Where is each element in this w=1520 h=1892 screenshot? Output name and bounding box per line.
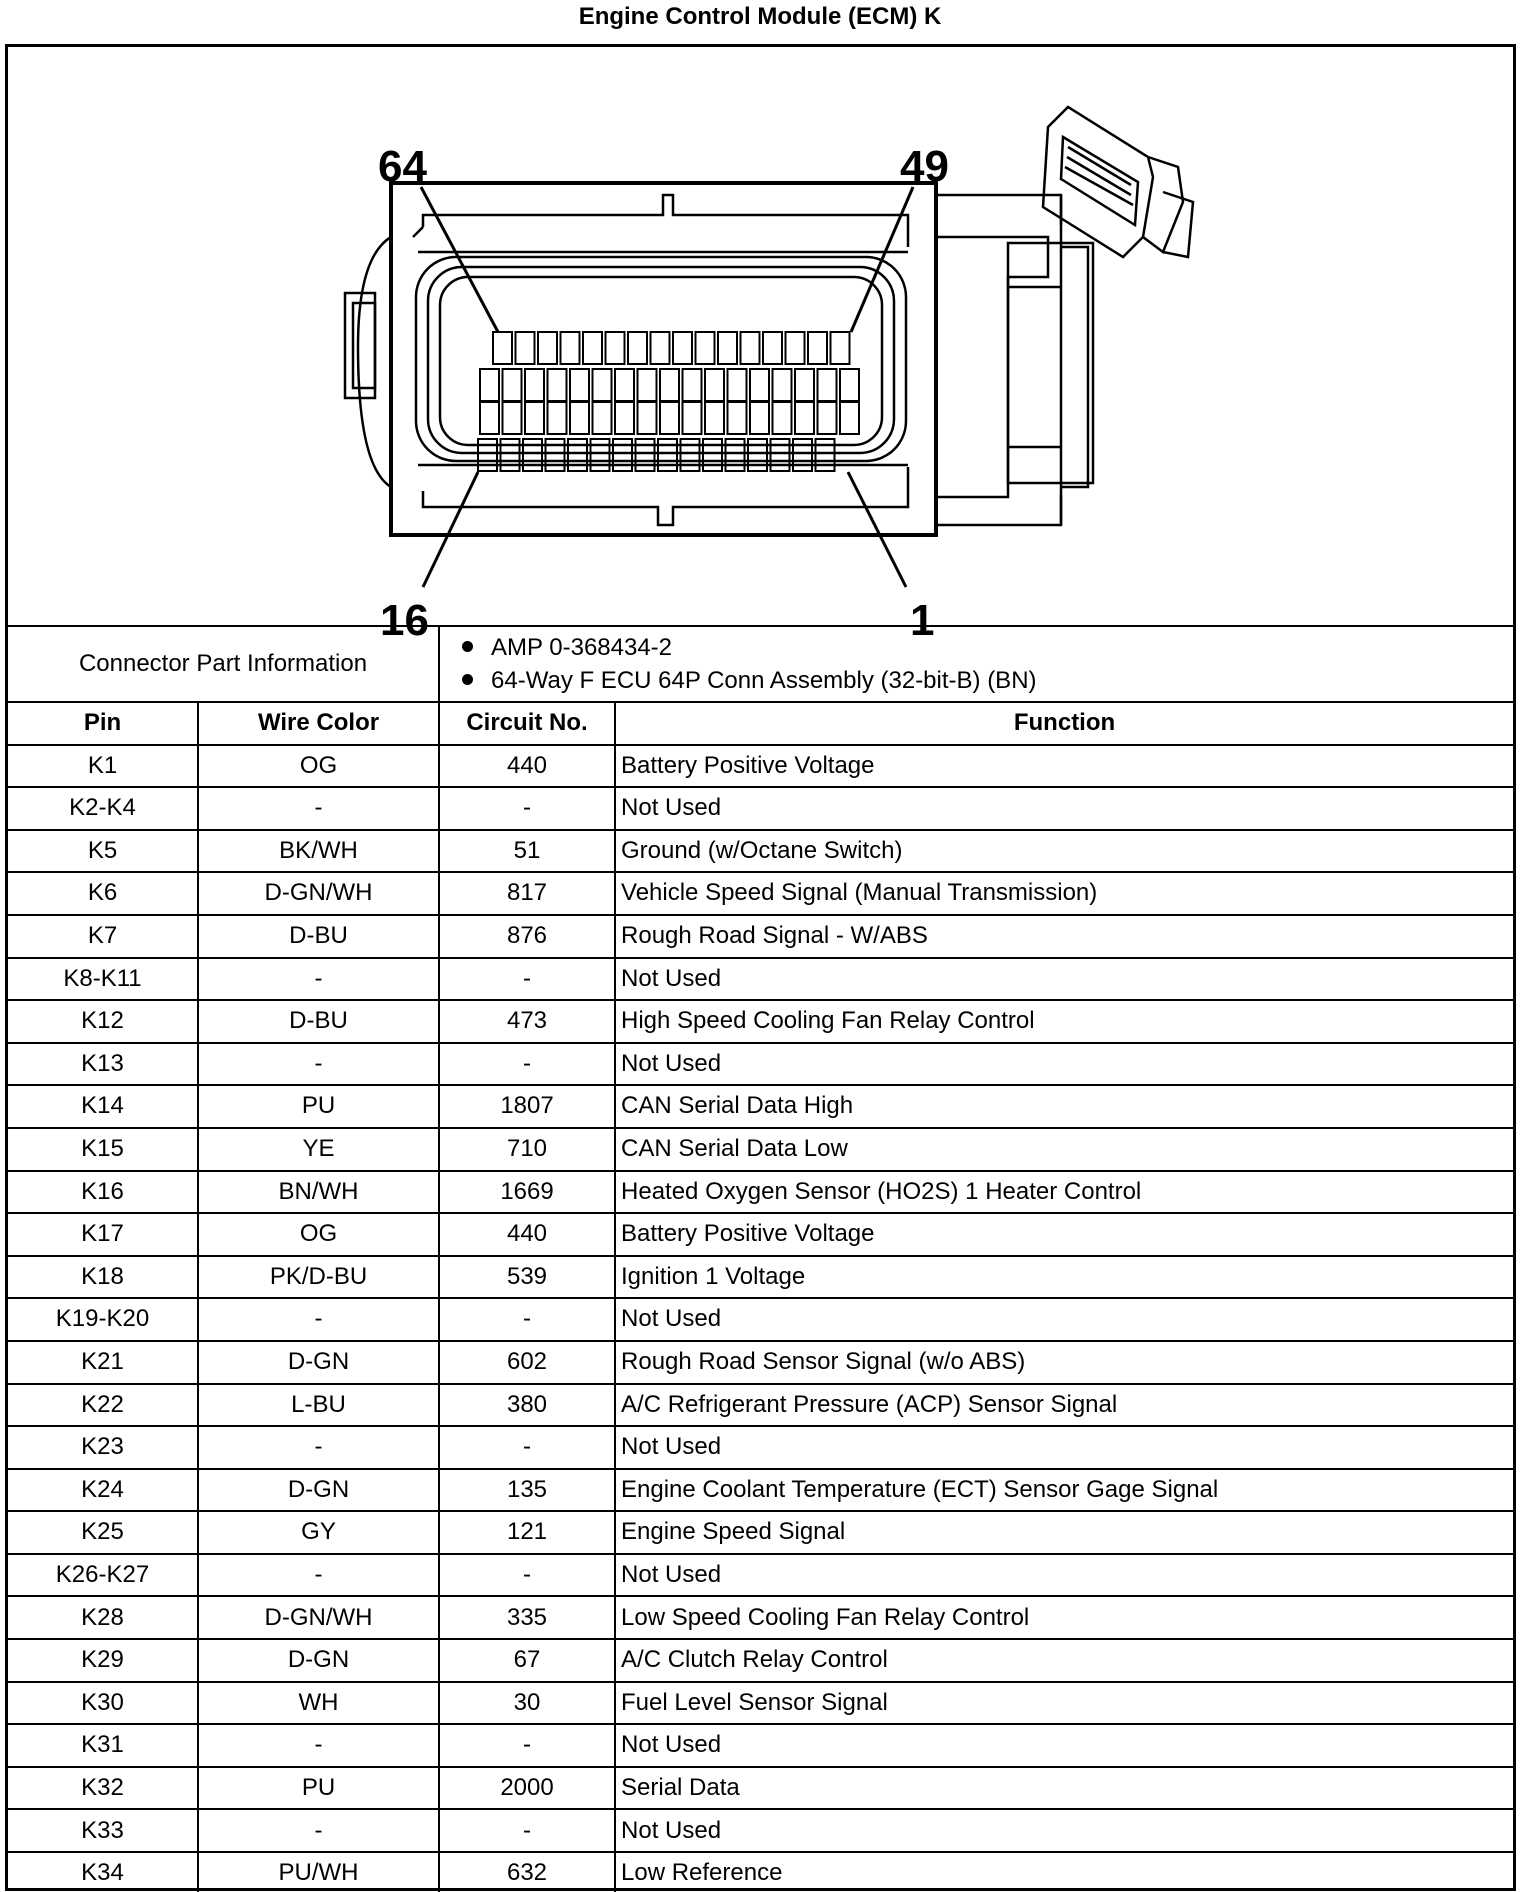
pin-cavity bbox=[728, 402, 747, 434]
cell-wire-color: L-BU bbox=[198, 1384, 439, 1427]
cell-circuit: 473 bbox=[439, 1000, 615, 1043]
cell-function: Low Speed Cooling Fan Relay Control bbox=[615, 1596, 1513, 1639]
table-row bbox=[8, 1000, 1513, 1043]
pin-cavity bbox=[493, 332, 512, 364]
pin-cavity bbox=[750, 402, 769, 434]
cell-function: Not Used bbox=[615, 958, 1513, 1001]
cell-function: Not Used bbox=[615, 787, 1513, 830]
cell-wire-color: GY bbox=[198, 1511, 439, 1554]
table-row bbox=[8, 1596, 1513, 1639]
table-row bbox=[8, 958, 1513, 1001]
pin-cavity bbox=[683, 402, 702, 434]
pin-cavity bbox=[606, 332, 625, 364]
cell-function: Battery Positive Voltage bbox=[615, 1213, 1513, 1256]
header-circuit-no: Circuit No. bbox=[439, 702, 615, 745]
cell-pin: K21 bbox=[8, 1341, 198, 1384]
cell-function: Not Used bbox=[615, 1043, 1513, 1086]
pin-cavity bbox=[773, 369, 792, 401]
cell-wire-color: D-GN/WH bbox=[198, 1596, 439, 1639]
cell-circuit: 335 bbox=[439, 1596, 615, 1639]
pin-cavity bbox=[808, 332, 827, 364]
cell-wire-color: WH bbox=[198, 1682, 439, 1725]
cell-function: Ignition 1 Voltage bbox=[615, 1256, 1513, 1299]
cell-function: Not Used bbox=[615, 1426, 1513, 1469]
cell-pin: K17 bbox=[8, 1213, 198, 1256]
cell-function: A/C Refrigerant Pressure (ACP) Sensor Signal bbox=[615, 1384, 1513, 1427]
cell-circuit: 51 bbox=[439, 830, 615, 873]
pin-cavity bbox=[763, 332, 782, 364]
cell-function: Not Used bbox=[615, 1298, 1513, 1341]
cell-wire-color: BK/WH bbox=[198, 830, 439, 873]
cell-function: Serial Data bbox=[615, 1767, 1513, 1810]
cell-function: Ground (w/Octane Switch) bbox=[615, 830, 1513, 873]
table-row bbox=[8, 872, 1513, 915]
cell-circuit: 440 bbox=[439, 1213, 615, 1256]
cell-wire-color: - bbox=[198, 1554, 439, 1597]
cell-circuit: - bbox=[439, 1724, 615, 1767]
cell-pin: K26-K27 bbox=[8, 1554, 198, 1597]
cell-circuit: 1807 bbox=[439, 1085, 615, 1128]
pin-cavity bbox=[660, 369, 679, 401]
cell-circuit: 632 bbox=[439, 1852, 615, 1892]
cell-function: CAN Serial Data Low bbox=[615, 1128, 1513, 1171]
cell-function: CAN Serial Data High bbox=[615, 1085, 1513, 1128]
cell-function: Engine Coolant Temperature (ECT) Sensor Gage Signal bbox=[615, 1469, 1513, 1512]
cell-pin: K23 bbox=[8, 1426, 198, 1469]
cell-pin: K28 bbox=[8, 1596, 198, 1639]
cell-pin: K29 bbox=[8, 1639, 198, 1682]
cell-pin: K32 bbox=[8, 1767, 198, 1810]
cell-circuit: 121 bbox=[439, 1511, 615, 1554]
cell-wire-color: D-GN bbox=[198, 1639, 439, 1682]
cell-function: Fuel Level Sensor Signal bbox=[615, 1682, 1513, 1725]
cell-function: Vehicle Speed Signal (Manual Transmission) bbox=[615, 872, 1513, 915]
cell-pin: K30 bbox=[8, 1682, 198, 1725]
pin-cavity bbox=[593, 369, 612, 401]
pin-cavity bbox=[683, 369, 702, 401]
connector-diagram bbox=[8, 47, 1513, 645]
cell-pin: K14 bbox=[8, 1085, 198, 1128]
cell-pin: K13 bbox=[8, 1043, 198, 1086]
pin-cavity bbox=[705, 369, 724, 401]
table-row bbox=[8, 1809, 1513, 1852]
pin-cavity bbox=[696, 332, 715, 364]
cell-wire-color: - bbox=[198, 1724, 439, 1767]
pin-cavity bbox=[638, 369, 657, 401]
cell-wire-color: - bbox=[198, 1426, 439, 1469]
cell-circuit: 135 bbox=[439, 1469, 615, 1512]
cell-wire-color: D-GN bbox=[198, 1469, 439, 1512]
page-title: Engine Control Module (ECM) K bbox=[578, 3, 942, 30]
connector-drawing bbox=[8, 47, 1513, 627]
connector-info-line: 64-Way F ECU 64P Conn Assembly (32-bit-B) (BN) bbox=[491, 667, 1037, 694]
cell-function: Rough Road Sensor Signal (w/o ABS) bbox=[615, 1341, 1513, 1384]
cell-wire-color: D-BU bbox=[198, 915, 439, 958]
table-row bbox=[8, 1213, 1513, 1256]
cell-circuit: 67 bbox=[439, 1639, 615, 1682]
table-row bbox=[8, 1426, 1513, 1469]
cell-wire-color: D-GN/WH bbox=[198, 872, 439, 915]
pin-cavity bbox=[583, 332, 602, 364]
cell-wire-color: - bbox=[198, 1298, 439, 1341]
connector-info-row bbox=[8, 627, 1513, 702]
pin-cavity bbox=[638, 402, 657, 434]
pin-cavity bbox=[750, 369, 769, 401]
cell-pin: K1 bbox=[8, 745, 198, 788]
pin-cavity bbox=[525, 402, 544, 434]
table-row bbox=[8, 745, 1513, 788]
cell-pin: K5 bbox=[8, 830, 198, 873]
pin-cavity bbox=[480, 369, 499, 401]
pin-cavity bbox=[615, 402, 634, 434]
cell-pin: K7 bbox=[8, 915, 198, 958]
pin-label-1: 1 bbox=[910, 596, 935, 645]
cell-wire-color: - bbox=[198, 1809, 439, 1852]
cell-wire-color: PK/D-BU bbox=[198, 1256, 439, 1299]
table-row bbox=[8, 1469, 1513, 1512]
cell-function: Rough Road Signal - W/ABS bbox=[615, 915, 1513, 958]
table-row bbox=[8, 1639, 1513, 1682]
connector-info-line: AMP 0-368434-2 bbox=[491, 634, 673, 661]
pin-cavity bbox=[831, 332, 850, 364]
table-row bbox=[8, 1256, 1513, 1299]
pin-cavity bbox=[548, 402, 567, 434]
pin-cavity bbox=[705, 402, 724, 434]
cell-function: High Speed Cooling Fan Relay Control bbox=[615, 1000, 1513, 1043]
cell-function: Heated Oxygen Sensor (HO2S) 1 Heater Control bbox=[615, 1171, 1513, 1214]
cell-wire-color: D-BU bbox=[198, 1000, 439, 1043]
cell-circuit: 2000 bbox=[439, 1767, 615, 1810]
pin-cavity bbox=[570, 402, 589, 434]
pin-cavity bbox=[818, 402, 837, 434]
cell-circuit: 440 bbox=[439, 745, 615, 788]
pin-cavity bbox=[615, 369, 634, 401]
document-frame bbox=[5, 44, 1516, 1891]
cell-pin: K25 bbox=[8, 1511, 198, 1554]
table-row bbox=[8, 1554, 1513, 1597]
connector-info-label: Connector Part Information bbox=[8, 627, 439, 702]
cell-pin: K6 bbox=[8, 872, 198, 915]
pin-cavity bbox=[628, 332, 647, 364]
pin-cavity bbox=[673, 332, 692, 364]
cell-circuit: 30 bbox=[439, 1682, 615, 1725]
cell-circuit: - bbox=[439, 1809, 615, 1852]
pin-cavity bbox=[840, 369, 859, 401]
pin-cavity bbox=[480, 402, 499, 434]
table-row bbox=[8, 1341, 1513, 1384]
cell-circuit: - bbox=[439, 787, 615, 830]
cell-function: Not Used bbox=[615, 1809, 1513, 1852]
pin-cavity bbox=[795, 369, 814, 401]
table-row bbox=[8, 1852, 1513, 1892]
pin-cavity bbox=[741, 332, 760, 364]
table-header-row bbox=[8, 702, 1513, 745]
cell-pin: K16 bbox=[8, 1171, 198, 1214]
cell-wire-color: D-GN bbox=[198, 1341, 439, 1384]
table-row bbox=[8, 1171, 1513, 1214]
cell-function: Engine Speed Signal bbox=[615, 1511, 1513, 1554]
cell-pin: K19-K20 bbox=[8, 1298, 198, 1341]
cell-circuit: - bbox=[439, 1043, 615, 1086]
cell-pin: K33 bbox=[8, 1809, 198, 1852]
cell-function: Low Reference bbox=[615, 1852, 1513, 1892]
cell-wire-color: PU bbox=[198, 1085, 439, 1128]
connector-info-details bbox=[439, 627, 1513, 702]
cell-pin: K15 bbox=[8, 1128, 198, 1171]
table-row bbox=[8, 1682, 1513, 1725]
cell-circuit: 876 bbox=[439, 915, 615, 958]
cell-wire-color: YE bbox=[198, 1128, 439, 1171]
cell-pin: K34 bbox=[8, 1852, 198, 1892]
pin-label-49: 49 bbox=[900, 142, 949, 191]
pin-cavity bbox=[516, 332, 535, 364]
table-row bbox=[8, 787, 1513, 830]
cell-circuit: 380 bbox=[439, 1384, 615, 1427]
pin-cavity bbox=[570, 369, 589, 401]
cell-circuit: 539 bbox=[439, 1256, 615, 1299]
bullet-icon bbox=[462, 641, 473, 652]
pin-cavity bbox=[818, 369, 837, 401]
cell-wire-color: - bbox=[198, 958, 439, 1001]
pin-label-64: 64 bbox=[378, 142, 427, 191]
pin-cavity bbox=[840, 402, 859, 434]
cell-function: Battery Positive Voltage bbox=[615, 745, 1513, 788]
cell-wire-color: PU bbox=[198, 1767, 439, 1810]
cell-pin: K31 bbox=[8, 1724, 198, 1767]
table-row bbox=[8, 1724, 1513, 1767]
pin-cavity bbox=[718, 332, 737, 364]
pin-cavity bbox=[660, 402, 679, 434]
pin-cavity bbox=[795, 402, 814, 434]
pin-cavity bbox=[503, 402, 522, 434]
header-function: Function bbox=[615, 702, 1513, 745]
table-row bbox=[8, 1298, 1513, 1341]
pin-cavity bbox=[503, 369, 522, 401]
cell-circuit: 817 bbox=[439, 872, 615, 915]
cell-circuit: 602 bbox=[439, 1341, 615, 1384]
cell-pin: K2-K4 bbox=[8, 787, 198, 830]
cell-wire-color: PU/WH bbox=[198, 1852, 439, 1892]
cell-circuit: 1669 bbox=[439, 1171, 615, 1214]
cell-circuit: - bbox=[439, 958, 615, 1001]
cell-pin: K22 bbox=[8, 1384, 198, 1427]
table-row bbox=[8, 1128, 1513, 1171]
table-row bbox=[8, 1085, 1513, 1128]
pin-cavity bbox=[538, 332, 557, 364]
bullet-icon bbox=[462, 674, 473, 685]
table-row bbox=[8, 1043, 1513, 1086]
header-wire-color: Wire Color bbox=[198, 702, 439, 745]
pin-label-16: 16 bbox=[380, 596, 429, 645]
pin-cavity bbox=[773, 402, 792, 434]
pin-cavity bbox=[525, 369, 544, 401]
cell-wire-color: - bbox=[198, 787, 439, 830]
pin-cavity bbox=[651, 332, 670, 364]
cell-wire-color: OG bbox=[198, 1213, 439, 1256]
header-pin: Pin bbox=[8, 702, 198, 745]
table-row bbox=[8, 1384, 1513, 1427]
cell-function: A/C Clutch Relay Control bbox=[615, 1639, 1513, 1682]
table-row bbox=[8, 1511, 1513, 1554]
table-row bbox=[8, 830, 1513, 873]
pinout-table bbox=[8, 627, 1513, 1892]
cell-wire-color: OG bbox=[198, 745, 439, 788]
cell-circuit: 710 bbox=[439, 1128, 615, 1171]
cell-circuit: - bbox=[439, 1426, 615, 1469]
cell-circuit: - bbox=[439, 1554, 615, 1597]
cell-pin: K8-K11 bbox=[8, 958, 198, 1001]
pin-cavity bbox=[548, 369, 567, 401]
pin-cavity bbox=[786, 332, 805, 364]
cell-pin: K12 bbox=[8, 1000, 198, 1043]
cell-circuit: - bbox=[439, 1298, 615, 1341]
table-row bbox=[8, 1767, 1513, 1810]
cell-wire-color: - bbox=[198, 1043, 439, 1086]
pin-cavity bbox=[561, 332, 580, 364]
cell-pin: K24 bbox=[8, 1469, 198, 1512]
cell-wire-color: BN/WH bbox=[198, 1171, 439, 1214]
pin-cavity bbox=[728, 369, 747, 401]
pin-cavity bbox=[593, 402, 612, 434]
table-row bbox=[8, 915, 1513, 958]
cell-pin: K18 bbox=[8, 1256, 198, 1299]
cell-function: Not Used bbox=[615, 1554, 1513, 1597]
cell-function: Not Used bbox=[615, 1724, 1513, 1767]
